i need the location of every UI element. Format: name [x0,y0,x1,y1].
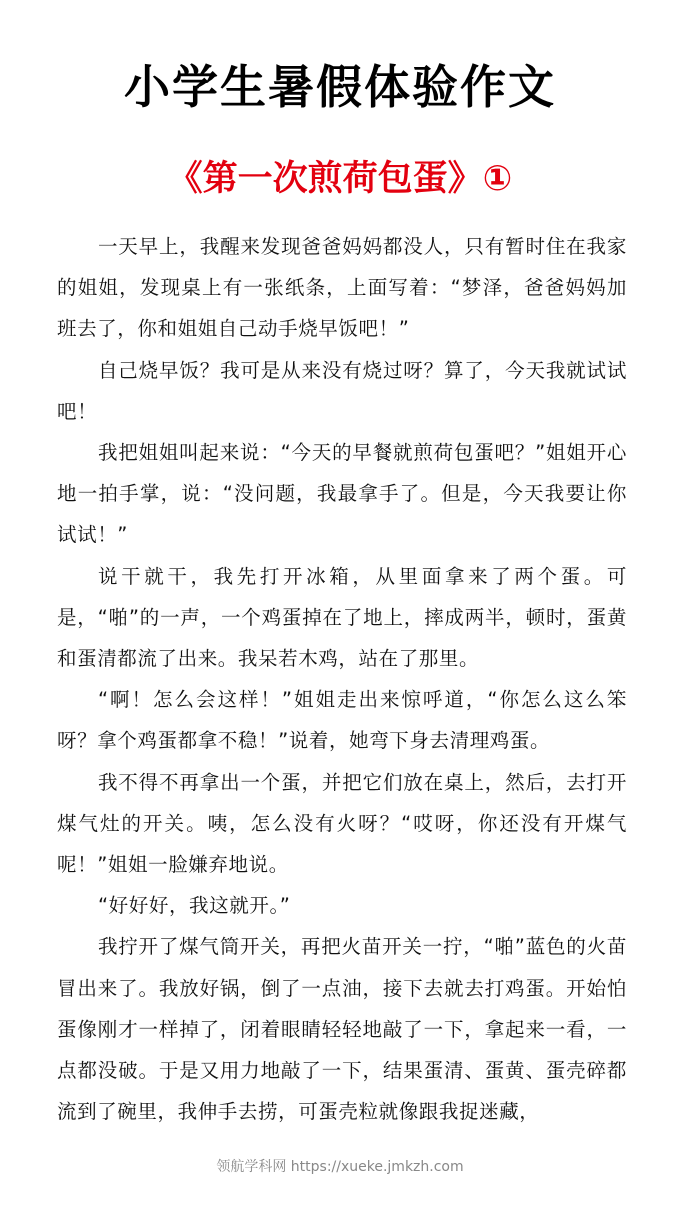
page-title: 小学生暑假体验作文 [124,60,556,114]
paragraph-1: 一天早上，我醒来发现爸爸妈妈都没人，只有暂时住在我家的姐姐，发现桌上有一张纸条，上面写着：“梦泽，爸爸妈妈加班去了，你和姐姐自己动手烧早饭吧！” [57,235,627,341]
paragraph-5: “啊！怎么会这样！”姐姐走出来惊呼道，“你怎么这么笨呀？拿个鸡蛋都拿不稳！”说着，她弯下身去清理鸡蛋。 [57,688,627,753]
paragraph-7: “好好好，我这就开。” [97,894,291,918]
paragraph-2: 自己烧早饭？我可是从来没有烧过呀？算了，今天我就试试吧！ [57,358,627,423]
footer-watermark: 领航学科网 https://xueke.jmkzh.com [216,1159,464,1175]
paragraph-3: 我把姐姐叫起来说：“今天的早餐就煎荷包蛋吧？”姐姐开心地一拍手掌，说：“没问题，我最拿手了。但是，今天我要让你试试！” [57,441,627,547]
paragraph-4: 说干就干，我先打开冰箱，从里面拿来了两个蛋。可是，“啪”的一声，一个鸡蛋掉在了地上，摔成两半，顿时，蛋黄和蛋清都流了出来。我呆若木鸡，站在了那里。 [57,564,627,671]
paragraph-6: 我不得不再拿出一个蛋，并把它们放在桌上，然后，去打开煤气灶的开关。咦，怎么没有火呀？“哎呀，你还没有开煤气呢！”姐姐一脸嫌弃地说。 [57,770,627,877]
essay-body [57,226,627,1132]
paragraph-8: 我拧开了煤气筒开关，再把火苗开关一拧，“啪”蓝色的火苗冒出来了。我放好锅，倒了一点油，接下去就去打鸡蛋。开始怕蛋像刚才一样掉了，闭着眼睛轻轻地敲了一下，拿起来一看，一点都没破。于是又用力地敲了一下，结果蛋清、蛋黄、蛋壳碎都流到了碗里，我伸手去捞，可蛋壳粒就像跟我捉迷藏， [57,935,627,1124]
essay-subtitle: 《第一次煎荷包蛋》① [167,159,513,199]
